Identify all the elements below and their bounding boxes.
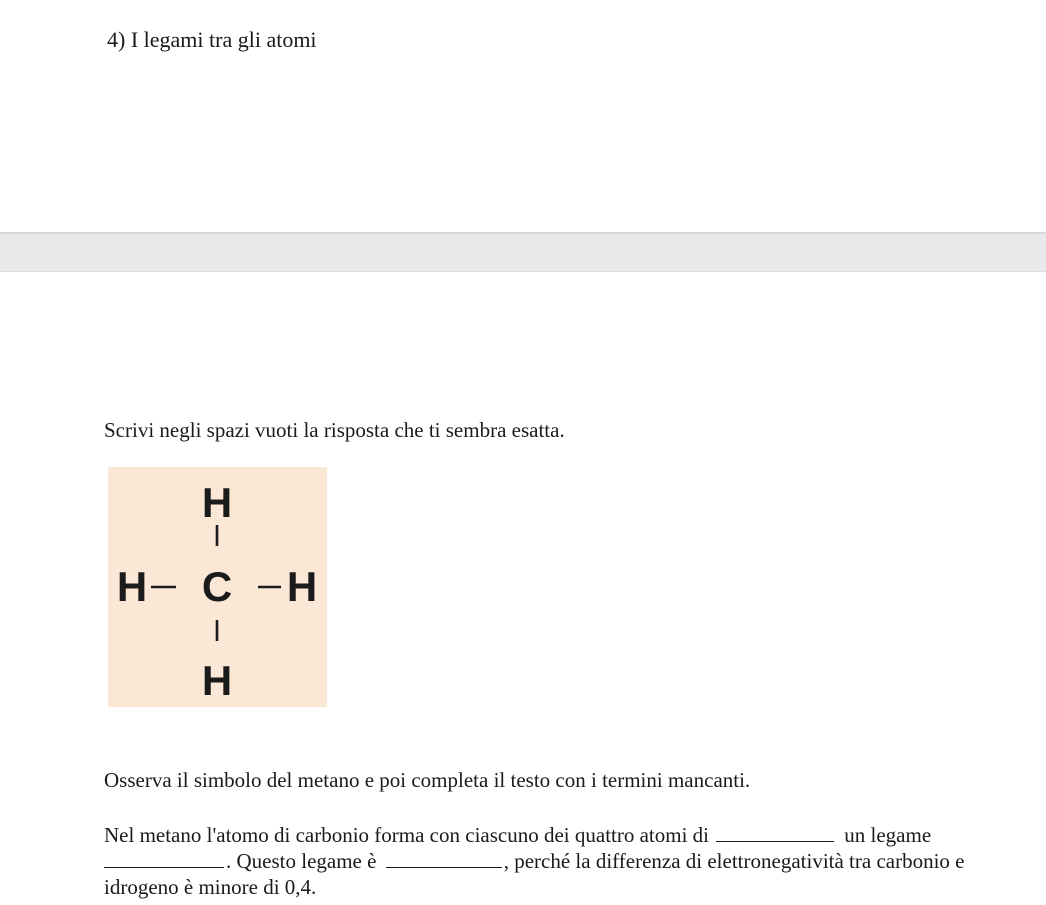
paragraph-line-2 [104, 848, 1044, 874]
paragraph-text: . Questo legame è [226, 849, 377, 873]
fill-in-paragraph [104, 822, 1044, 900]
answer-blank-2[interactable] [104, 850, 224, 868]
atom-h-bottom: H [201, 657, 233, 704]
paragraph-text: Nel metano l'atomo di carbonio forma con ciascuno dei quattro atomi di [104, 823, 710, 847]
paragraph-text: , perché la differenza di elettronegatività tra carbonio e [503, 849, 965, 873]
section-heading: 4) I legami tra gli atomi [107, 27, 317, 52]
answer-blank-3[interactable] [386, 850, 502, 868]
page-top-region [0, 0, 1046, 232]
paragraph-text: un legame [844, 823, 932, 847]
paragraph-text: idrogeno è minore di 0,4. [104, 875, 317, 899]
atom-h-top: H [201, 479, 233, 526]
paragraph-line-3 [104, 874, 1044, 900]
page-separator [0, 232, 1046, 272]
atom-c-center: C [201, 563, 233, 610]
atom-h-left: H [116, 563, 148, 610]
observe-instruction: Osserva il simbolo del metano e poi completa il testo con i termini mancanti. [104, 768, 751, 792]
methane-structure-figure [108, 467, 327, 707]
atom-h-right: H [286, 563, 318, 610]
paragraph-line-1 [104, 822, 1044, 848]
answer-blank-1[interactable] [716, 824, 834, 842]
instruction-text: Scrivi negli spazi vuoti la risposta che ti sembra esatta. [104, 418, 565, 442]
methane-structural-formula [108, 467, 327, 707]
